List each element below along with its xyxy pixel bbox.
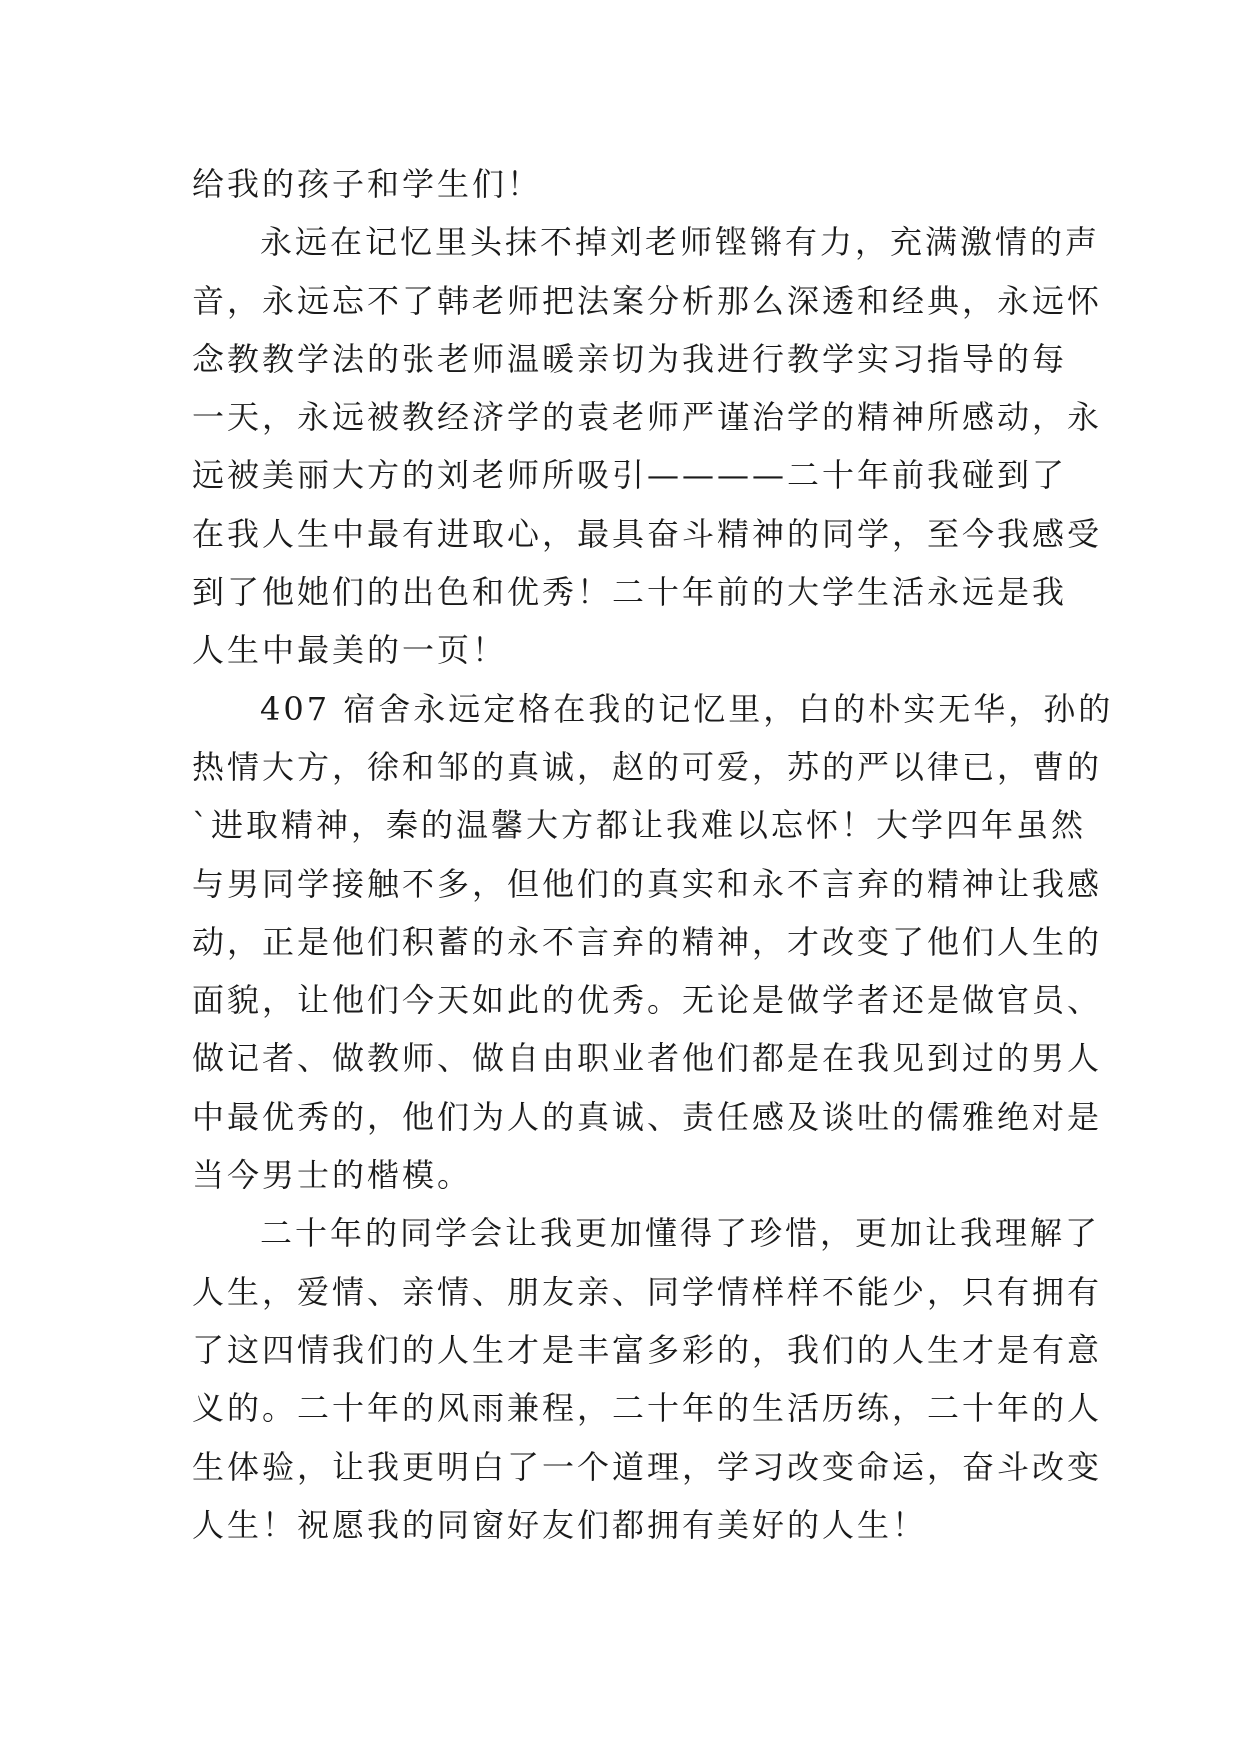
paragraph-first-line: 永远在记忆里头抹不掉刘老师铿锵有力，充满激情的声	[260, 223, 1101, 262]
text-line: 做记者、做教师、做自由职业者他们都是在我见到过的男人	[192, 1039, 1103, 1078]
paragraph-first-line: 二十年的同学会让我更加懂得了珍惜，更加让我理解了	[260, 1214, 1101, 1253]
text-line: `进取精神，秦的温馨大方都让我难以忘怀！大学四年虽然	[192, 806, 1087, 845]
document-body	[192, 155, 1114, 1554]
paragraph-first-line: 407 宿舍永远定格在我的记忆里，白的朴实无华，孙的	[260, 689, 1114, 728]
text-line: 生体验，让我更明白了一个道理，学习改变命运，奋斗改变	[192, 1447, 1103, 1486]
text-line: 热情大方，徐和邹的真诚，赵的可爱，苏的严以律已，曹的	[192, 747, 1103, 786]
text-line: 中最优秀的，他们为人的真诚、责任感及谈吐的儒雅绝对是	[192, 1097, 1103, 1136]
text-line: 与男同学接触不多，但他们的真实和永不言弃的精神让我感	[192, 864, 1103, 903]
text-line: 一天，永远被教经济学的袁老师严谨治学的精神所感动，永	[192, 398, 1103, 437]
text-line: 了这四情我们的人生才是丰富多彩的，我们的人生才是有意	[192, 1330, 1103, 1369]
text-line: 念教教学法的张老师温暖亲切为我进行教学实习指导的每	[192, 339, 1068, 378]
text-line: 人生中最美的一页！	[192, 631, 508, 670]
text-line: 当今男士的楷模。	[192, 1156, 473, 1195]
text-line: 义的。二十年的风雨兼程，二十年的生活历练，二十年的人	[192, 1389, 1103, 1428]
text-line: 给我的孩子和学生们！	[192, 165, 543, 203]
text-line: 动，正是他们积蓄的永不言弃的精神，才改变了他们人生的	[192, 922, 1103, 961]
text-line: 人生！祝愿我的同窗好友们都拥有美好的人生！	[192, 1505, 928, 1544]
text-line: 人生，爱情、亲情、朋友亲、同学情样样不能少，只有拥有	[192, 1272, 1103, 1311]
text-line: 在我人生中最有进取心，最具奋斗精神的同学，至今我感受	[192, 514, 1103, 553]
text-line: 音，永远忘不了韩老师把法案分析那么深透和经典，永远怀	[192, 281, 1103, 320]
text-line: 到了他她们的出色和优秀！二十年前的大学生活永远是我	[192, 573, 1068, 612]
text-line: 面貌，让他们今天如此的优秀。无论是做学者还是做官员、	[192, 981, 1103, 1020]
text-line: 远被美丽大方的刘老师所吸引————二十年前我碰到了	[192, 456, 1068, 495]
